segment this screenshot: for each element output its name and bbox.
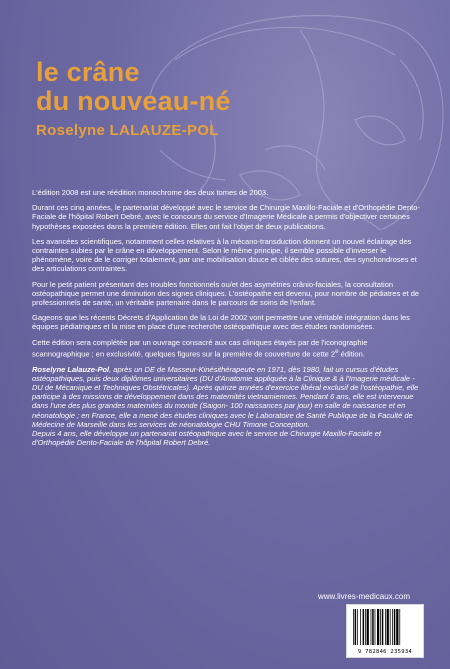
paragraph-4: Pour le petit patient présentant des troubles fonctionnels ou/et des asymétries crânio-faciales, la consultation ostéopathique permet une diminution des signes cliniques. L'ostéopathe est devenu, pour nombre de pédiatres et de professionnels de santé, un véritable partenaire dans le parcours de soins de l'enfant. xyxy=(32,279,420,308)
barcode-bar xyxy=(385,609,386,645)
barcode-bar xyxy=(382,609,384,645)
barcode-bar xyxy=(357,609,358,645)
paragraph-6-end: édition. xyxy=(338,349,365,359)
barcode-bar xyxy=(396,609,398,645)
barcode-bar xyxy=(365,609,366,645)
title-block xyxy=(36,58,231,139)
paragraph-1: L'édition 2008 est une réédition monochrome des deux tomes de 2003. xyxy=(32,188,269,197)
back-cover-text xyxy=(32,188,422,453)
barcode-bar xyxy=(353,609,354,645)
barcode-bar xyxy=(363,609,365,645)
barcode-box xyxy=(346,604,424,658)
barcode-bar xyxy=(372,609,374,645)
isbn-number: 9 782846 235934 xyxy=(357,649,413,655)
barcode-bar xyxy=(371,609,372,645)
publisher-url[interactable]: www.livres-medicaux.com xyxy=(318,592,411,601)
barcode-bar xyxy=(377,609,379,645)
bio-text: , après un DE de Masseur-Kinésithérapeute en 1971, dès 1980, fait un cursus d'études ostéopathiques, puis deux diplômes universitaires (DU d'Anatomie appliquée à la Clinique & à l'Imagerie médicale - DU de Mécanique et Techniques Obstétricales). Après quinze années d'exercice libéral exclusif de l'ostéopathie, elle participe à des missions de développement dans des maternités vietnamiennes. Pendant 6 ans, elle est intervenue dans l'une des plus grandes maternités du monde (Saigon- 100 naissances par jour) en salle de naissance et en néonatologie ; en France, elle a mené des études cliniques avec le Laboratoire de Santé Publique de la Faculté de Médecine de Marseille dans les services de néonatologie CHU Timone Conception. xyxy=(32,364,419,429)
paragraph-3: Les avancées scientifiques, notamment celles relatives à la mécano-transduction donnent un nouvel éclairage des contraintes subies par le crâne en développement. Selon le même principe, il semble possible d'inverser le phénomène, voire de le corriger totalement, par une mobilisation douce et ciblée des sutures, des synchondroses et des articulations contraintes. xyxy=(32,236,417,274)
barcode-bar xyxy=(360,609,361,645)
barcode-bar xyxy=(375,609,376,645)
paragraph-5: Gageons que les récents Décrets d'Application de la Loi de 2002 vont permettre une véritable intégration dans les équipes pédiatriques et la mise en place d'une recherche ostéopathique avec des études randomisées. xyxy=(32,313,410,332)
barcode-bar xyxy=(387,609,389,645)
barcode-bar xyxy=(355,609,357,645)
paragraph-6 xyxy=(32,338,422,359)
barcode-bar xyxy=(367,609,369,645)
author-biography xyxy=(32,365,422,448)
book-title xyxy=(36,58,231,116)
author-name: Roselyne LALAUZE-POL xyxy=(36,122,219,139)
barcode-bar xyxy=(399,609,400,645)
barcode-bar xyxy=(392,609,393,645)
barcode-bar xyxy=(380,609,381,645)
barcode-bar xyxy=(390,609,391,645)
paragraph-6-main: Cette édition sera complétée par un ouvrage consacré aux cas cliniques étayés par de l'iconographie scannographique ; en exclusivité, quelques figures sur la première de couverture de cette 2 xyxy=(32,337,368,359)
title-line-2: du nouveau-né xyxy=(36,86,231,116)
paragraph-2: Durant ces cinq années, le partenariat développé avec le service de Chirurgie Maxillo-Faciale et d'Orthopédie Dento-Faciale de l'hôpital Robert Debré, avec le concours du service d'Imagerie Médicale a permis d'objectiver certaines hypothèses exposées dans la première édition. Elles ont fait l'objet de deux publications. xyxy=(32,203,420,231)
barcode-bar xyxy=(394,609,396,645)
isbn-barcode xyxy=(352,609,418,645)
edition-superscript: e xyxy=(335,347,339,355)
bio-extra: Depuis 4 ans, elle développe un partenariat ostéopathique avec le service de Chirurgie Maxillo-Faciale et d'Orthopédie Dento-Faciale de l'hôpital Robert Debré. xyxy=(32,428,381,448)
title-line-1: le crâne xyxy=(36,57,140,87)
bio-author-name: Roselyne Lalauze-Pol xyxy=(32,364,110,374)
